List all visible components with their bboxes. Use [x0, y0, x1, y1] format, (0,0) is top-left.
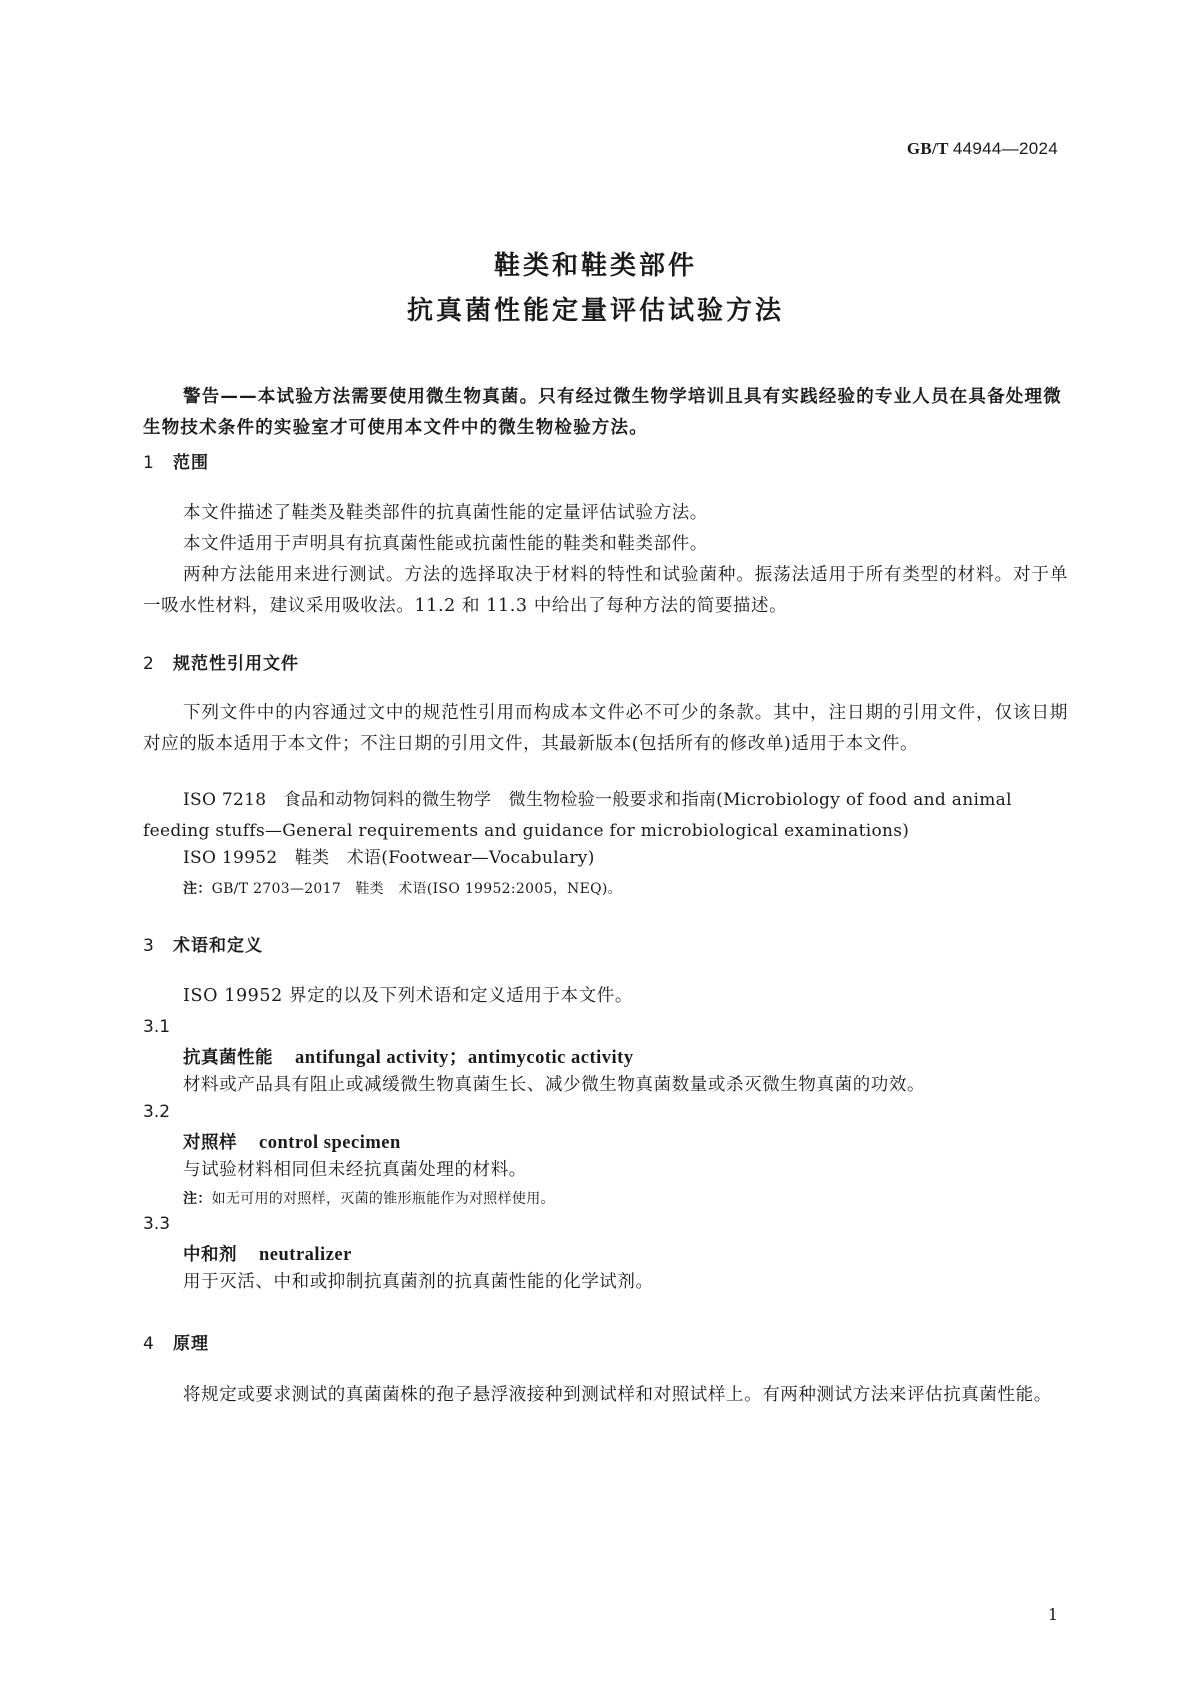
clause-3-1-number: 3.1 — [143, 1017, 171, 1037]
section-3-heading — [143, 931, 263, 956]
term-english: antifungal activity；antimycotic activity — [295, 1048, 634, 1068]
section-title: 术语和定义 — [173, 936, 263, 956]
term-chinese: 中和剂 — [183, 1245, 237, 1265]
note-label: 注： — [183, 881, 212, 897]
reference-iso-7218: ISO 7218 食品和动物饲料的微生物学 微生物检验一般要求和指南(Microbiology of food and animal feeding stuffs—General requirements and guidance for microbiological examinations) — [143, 790, 1012, 841]
clause-3-2-number: 3.2 — [143, 1102, 171, 1122]
scope-paragraph-2: 本文件适用于声明具有抗真菌性能或抗菌性能的鞋类和鞋类部件。 — [183, 534, 708, 554]
document-title-line1: 鞋类和鞋类部件 — [493, 251, 697, 281]
section-title: 范围 — [173, 453, 209, 473]
section-number: 1 — [143, 453, 155, 473]
section-title: 规范性引用文件 — [173, 654, 299, 674]
definition-3-1: 材料或产品具有阻止或减缓微生物真菌生长、减少微生物真菌数量或杀灭微生物真菌的功效。 — [183, 1075, 926, 1095]
section-number: 4 — [143, 1334, 155, 1354]
standard-year: 44944—2024 — [952, 139, 1058, 158]
normative-references-paragraph: 下列文件中的内容通过文中的规范性引用而构成本文件必不可少的条款。其中，注日期的引用文件，仅该日期对应的版本适用于本文件；不注日期的引用文件，其最新版本(包括所有的修改单)适用于本文件。 — [143, 703, 1068, 754]
document-title-line2: 抗真菌性能定量评估试验方法 — [406, 296, 784, 326]
reference-iso-19952: ISO 19952 鞋类 术语(Footwear—Vocabulary) — [183, 848, 595, 868]
term-3-3 — [183, 1241, 352, 1266]
term-3-2 — [183, 1129, 401, 1154]
clause-3-3-number: 3.3 — [143, 1214, 171, 1234]
standard-prefix: GB/T — [906, 139, 949, 158]
standard-number — [907, 139, 1058, 159]
terms-intro-paragraph: ISO 19952 界定的以及下列术语和定义适用于本文件。 — [183, 986, 633, 1006]
scope-paragraph-1: 本文件描述了鞋类及鞋类部件的抗真菌性能的定量评估试验方法。 — [183, 503, 708, 523]
term-english: neutralizer — [259, 1245, 352, 1265]
section-number: 2 — [143, 654, 155, 674]
warning-paragraph: 警告——本试验方法需要使用微生物真菌。只有经过微生物学培训且具有实践经验的专业人员在具备处理微生物技术条件的实验室才可使用本文件中的微生物检验方法。 — [143, 387, 1062, 438]
term-chinese: 抗真菌性能 — [183, 1048, 273, 1068]
section-2-note — [183, 878, 622, 898]
term-3-2-note — [183, 1188, 555, 1208]
section-1-heading — [143, 448, 209, 473]
note-text: 如无可用的对照样，灭菌的锥形瓶能作为对照样使用。 — [211, 1191, 555, 1207]
note-label: 注： — [183, 1191, 212, 1207]
section-title: 原理 — [173, 1334, 209, 1354]
definition-3-3: 用于灭活、中和或抑制抗真菌剂的抗真菌性能的化学试剂。 — [183, 1272, 654, 1292]
scope-paragraph-3: 两种方法能用来进行测试。方法的选择取决于材料的特性和试验菌种。振荡法适用于所有类型的材料。对于单一吸水性材料，建议采用吸收法。11.2 和 11.3 中给出了每种方法的简要描述。 — [143, 565, 1068, 616]
section-4-heading — [143, 1329, 209, 1354]
principle-paragraph: 将规定或要求测试的真菌菌株的孢子悬浮液接种到测试样和对照试样上。有两种测试方法来评估抗真菌性能。 — [183, 1385, 1052, 1405]
term-english: control specimen — [259, 1133, 401, 1153]
page-number: 1 — [1047, 1605, 1058, 1624]
definition-3-2: 与试验材料相同但未经抗真菌处理的材料。 — [183, 1160, 527, 1180]
section-2-heading — [143, 649, 299, 674]
term-3-1 — [183, 1043, 634, 1069]
note-text: GB/T 2703—2017 鞋类 术语(ISO 19952:2005，NEQ)。 — [211, 881, 622, 897]
term-chinese: 对照样 — [183, 1133, 237, 1153]
section-number: 3 — [143, 936, 155, 956]
